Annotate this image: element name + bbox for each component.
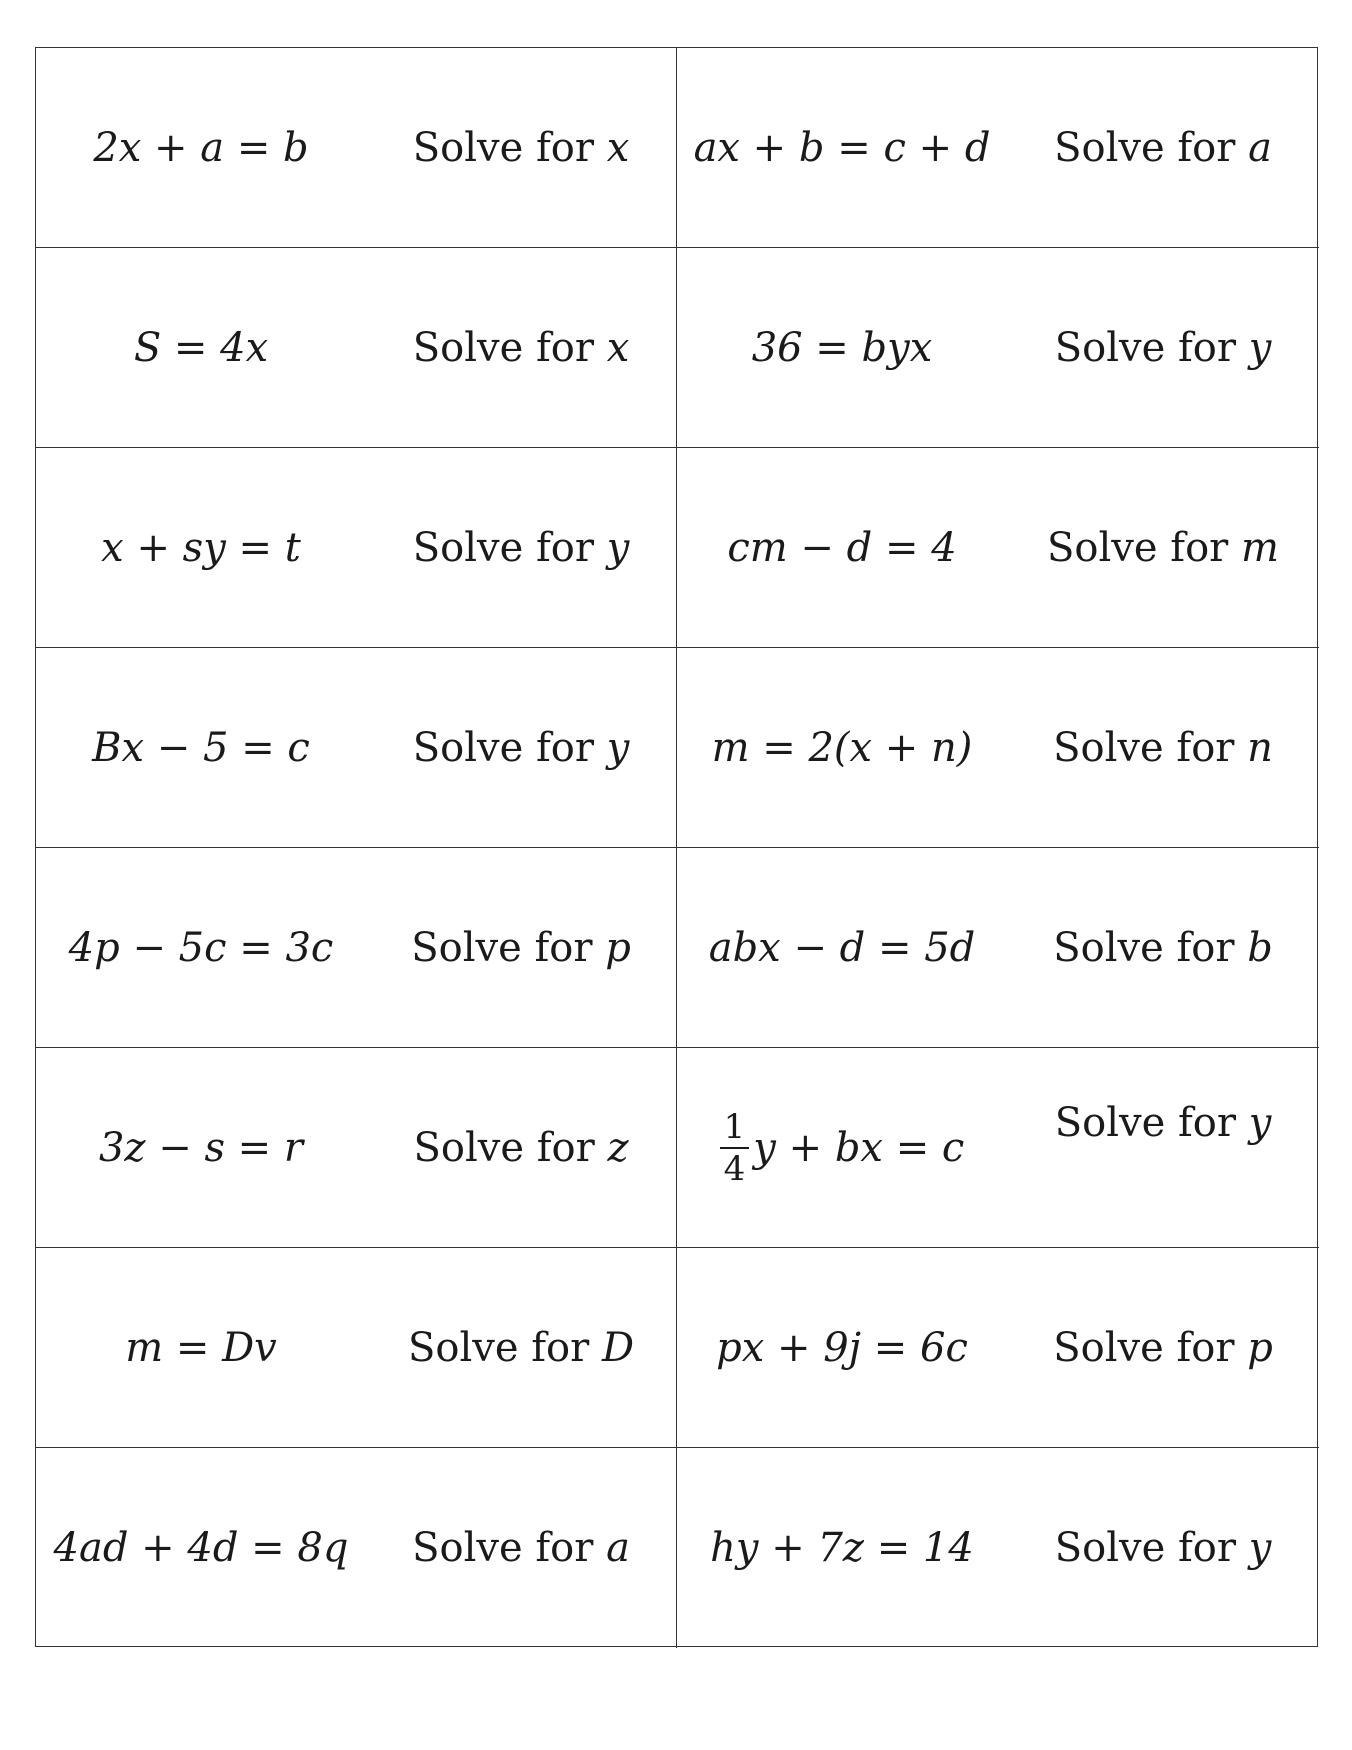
instruction-text: Solve for	[1053, 724, 1248, 771]
equation-text: ax + b = c + d	[693, 124, 991, 171]
instruction	[1007, 48, 1319, 247]
instruction-variable: b	[1247, 924, 1273, 971]
equation-text: 36 = byx	[751, 324, 933, 371]
instruction-variable: x	[606, 324, 630, 371]
equation-card	[677, 848, 1319, 1048]
instruction-variable: y	[606, 724, 630, 771]
instruction-text: Solve for	[412, 124, 607, 171]
equation-text: abx − d = 5d	[708, 924, 976, 971]
equation	[36, 1048, 366, 1247]
instruction	[366, 448, 676, 647]
instruction	[366, 1048, 676, 1247]
instruction-text: Solve for	[1054, 324, 1249, 371]
equation-card	[36, 48, 677, 248]
equation-text: 2x + a = b	[93, 124, 309, 171]
instruction	[1007, 848, 1319, 1047]
fraction-numerator: 1	[720, 1110, 750, 1149]
equation-card	[677, 1448, 1319, 1648]
instruction-text: Solve for	[1054, 1525, 1249, 1571]
instruction-variable: y	[606, 524, 630, 571]
instruction-text: Solve for	[412, 324, 607, 371]
equation-card	[36, 248, 677, 448]
equation	[677, 1248, 1007, 1447]
instruction-variable: a	[1248, 124, 1272, 171]
instruction-variable: z	[607, 1124, 629, 1171]
instruction	[1007, 1248, 1319, 1447]
equation	[36, 448, 366, 647]
equation-card	[36, 848, 677, 1048]
equation-card	[36, 1048, 677, 1248]
equation-card	[36, 1248, 677, 1448]
instruction-variable: p	[1247, 1324, 1273, 1371]
instruction-text: Solve for	[1054, 124, 1249, 171]
instruction-text: Solve for	[411, 924, 606, 971]
equation-card	[677, 1048, 1319, 1248]
instruction-variable: y	[1248, 324, 1272, 371]
equation-card	[36, 448, 677, 648]
equation	[677, 448, 1007, 647]
equation-text: m = 2(x + n)	[711, 724, 973, 771]
equation	[677, 1048, 1007, 1247]
equation	[677, 1448, 1007, 1648]
equation	[677, 848, 1007, 1047]
instruction	[366, 848, 676, 1047]
equation-card	[36, 648, 677, 848]
instruction-variable: a	[606, 1525, 630, 1571]
equation-card	[677, 648, 1319, 848]
instruction	[366, 648, 676, 847]
equation-text: y + bx = c	[753, 1124, 965, 1171]
equation-text: cm − d = 4	[727, 524, 957, 571]
equation-card	[677, 48, 1319, 248]
instruction-variable: D	[601, 1324, 635, 1371]
equation-text: S = 4x	[133, 324, 269, 371]
instruction	[366, 248, 676, 447]
instruction-text: Solve for	[1054, 1100, 1249, 1146]
equation-text: hy + 7z = 14	[710, 1525, 974, 1571]
equation	[36, 1448, 366, 1648]
instruction-variable: n	[1247, 724, 1273, 771]
instruction-text: Solve for	[1053, 924, 1248, 971]
instruction-text: Solve for	[412, 524, 607, 571]
instruction	[1007, 448, 1319, 647]
equation	[36, 48, 366, 247]
equation-text: 4ad + 4d = 8q	[53, 1525, 349, 1571]
instruction	[1007, 1048, 1319, 1247]
fraction-denominator: 4	[723, 1148, 746, 1189]
card-grid	[35, 47, 1318, 1647]
instruction-variable: y	[1248, 1525, 1272, 1571]
instruction-variable: m	[1241, 524, 1279, 571]
instruction-text: Solve for	[1053, 1324, 1248, 1371]
equation	[677, 48, 1007, 247]
fraction-coefficient	[720, 1106, 750, 1189]
instruction-variable: p	[605, 924, 631, 971]
equation	[677, 648, 1007, 847]
instruction	[1007, 248, 1319, 447]
instruction	[1007, 1448, 1319, 1648]
equation-card	[677, 448, 1319, 648]
instruction-text: Solve for	[407, 1324, 602, 1371]
equation-text: m = Dv	[125, 1324, 277, 1371]
equation-card	[36, 1448, 677, 1648]
instruction	[1007, 648, 1319, 847]
equation-text: x + sy = t	[101, 524, 301, 571]
equation	[36, 648, 366, 847]
equation-text: 4p − 5c = 3c	[68, 924, 334, 971]
equation-card	[677, 1248, 1319, 1448]
instruction-text: Solve for	[1047, 524, 1242, 571]
equation	[677, 248, 1007, 447]
instruction-variable: y	[1248, 1100, 1272, 1146]
equation-card	[677, 248, 1319, 448]
equation-text: 3z − s = r	[98, 1124, 304, 1171]
equation	[36, 1248, 366, 1447]
equation	[36, 248, 366, 447]
instruction	[366, 1448, 676, 1648]
instruction	[366, 1248, 676, 1447]
instruction-text: Solve for	[412, 724, 607, 771]
equation	[36, 848, 366, 1047]
equation-text: px + 9j = 6c	[716, 1324, 968, 1371]
instruction-variable: x	[606, 124, 630, 171]
instruction-text: Solve for	[412, 1525, 607, 1571]
instruction-text: Solve for	[413, 1124, 608, 1171]
instruction	[366, 48, 676, 247]
equation-text: Bx − 5 = c	[92, 724, 310, 771]
